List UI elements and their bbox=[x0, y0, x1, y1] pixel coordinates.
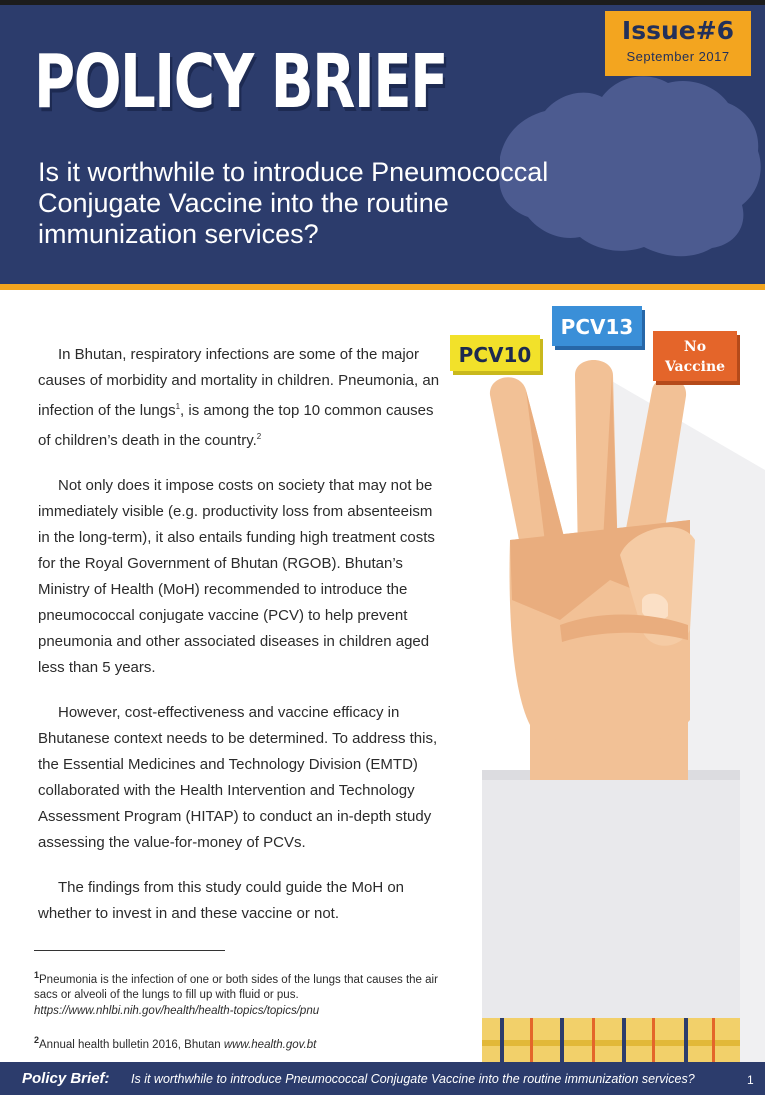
header-banner bbox=[0, 5, 765, 284]
sleeve-cuff bbox=[482, 770, 740, 1036]
label-no-vaccine bbox=[653, 331, 740, 385]
label-pcv10 bbox=[450, 335, 543, 375]
label-no-vaccine-line2: Vaccine bbox=[664, 359, 726, 375]
footnote-1-link[interactable]: https://www.nhlbi.nih.gov/health/health-topics/topics/pnu bbox=[34, 1004, 320, 1017]
page-subtitle: Is it worthwhile to introduce Pneumococcal Conjugate Vaccine into the routine immunization services? bbox=[38, 157, 549, 249]
page-footer bbox=[0, 1062, 765, 1095]
footer-text: Is it worthwhile to introduce Pneumococcal Conjugate Vaccine into the routine immunization services? bbox=[131, 1072, 695, 1086]
page-title: POLICY BRIEF bbox=[34, 39, 448, 125]
label-no-vaccine-line1: No bbox=[683, 339, 707, 355]
footnote-1: $^1$Pneumonia is the infection of one or both sides of the lungs that causes the air sacs or alveoli of the lungs to fill up with fluid or pus. https://www.nhlbi.nih.gov/health/health-topics/topics/pnu bbox=[34, 968, 454, 1019]
footnote-2-link[interactable]: www.health.gov.bt bbox=[223, 1038, 317, 1051]
label-pcv13-text: PCV13 bbox=[560, 315, 634, 339]
three-fingers-illustration bbox=[440, 290, 765, 1062]
issue-number: Issue#6 bbox=[621, 16, 735, 45]
footer-brand: Policy Brief: bbox=[22, 1070, 110, 1087]
footnote-ref-2: 2 bbox=[256, 432, 262, 441]
issue-badge bbox=[605, 11, 751, 76]
footnote-2: $^2$Annual health bulletin 2016, Bhutan www.health.gov.bt bbox=[34, 1035, 317, 1051]
paragraph-1: In Bhutan, respiratory infections are some of the major causes of morbidity and mortality in children. Pneumonia, an infection of the lungs$^1$, is among the top 10 common causes of children’s death in the country.$^2$ bbox=[38, 346, 440, 449]
footnote-divider bbox=[34, 950, 225, 951]
footnote-ref-1: 1 bbox=[175, 402, 181, 411]
page-number: 1 bbox=[747, 1073, 754, 1087]
label-pcv13 bbox=[552, 306, 645, 350]
paragraph-2: Not only does it impose costs on society that may not be immediately visible (e.g. productivity loss from absenteeism in the long-term), it also entails funding high treatment costs for the Royal Government of Bhutan (RGOB). Bhutan’s Ministry of Health (MoH) recommended to introduce the pneumococcal conjugate vaccine (PCV) to help prevent pneumonia and other associated diseases in children aged less than 5 years. bbox=[38, 477, 435, 676]
paragraph-4: The findings from this study could guide the MoH on whether to invest in and these vaccine or not. bbox=[38, 879, 405, 922]
main-text bbox=[38, 342, 443, 946]
paragraph-3: However, cost-effectiveness and vaccine efficacy in Bhutanese context needs to be determined. To address this, the Essential Medicines and Technology Division (EMTD) collaborated with the Health Intervention and Technology Assessment Program (HITAP) to conduct an in-depth study assessing the value-for-money of PCVs. bbox=[38, 704, 438, 851]
shirt-pattern bbox=[482, 1018, 740, 1062]
issue-date: September 2017 bbox=[626, 49, 730, 64]
label-pcv10-text: PCV10 bbox=[458, 343, 532, 367]
